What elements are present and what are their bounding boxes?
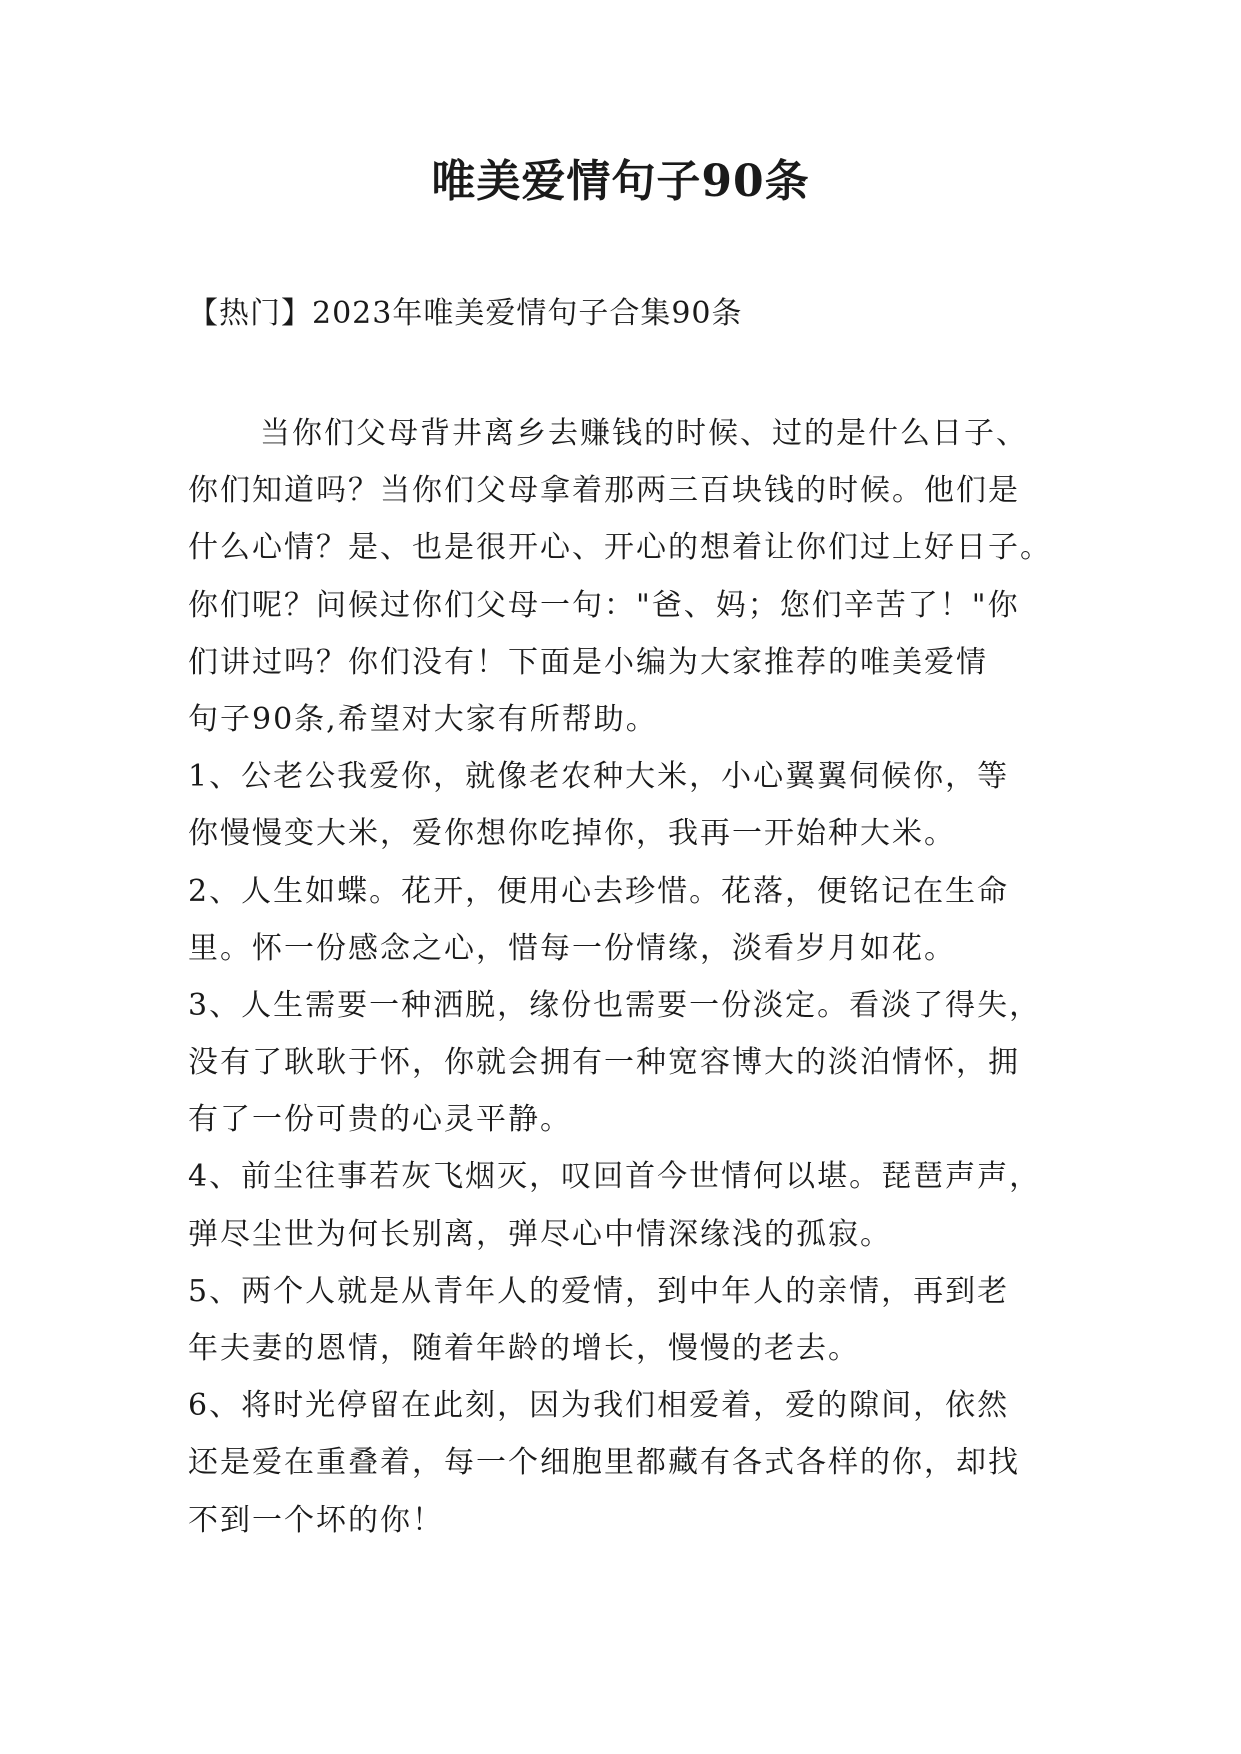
body-line: 你们呢？问候过你们父母一句："爸、妈；您们辛苦了！"你 (188, 587, 1020, 623)
list-item-line: 年夫妻的恩情，随着年龄的增长，慢慢的老去。 (188, 1331, 860, 1366)
body-line: 什么心情？是、也是很开心、开心的想着让你们过上好日子。 (188, 530, 1052, 566)
document-body (188, 405, 1068, 1549)
list-item-line: 3、人生需要一种洒脱，缘份也需要一份淡定。看淡了得失， (188, 987, 1042, 1023)
body-line: 们讲过吗？你们没有！下面是小编为大家推荐的唯美爱情 (188, 644, 988, 680)
body-line: 句子90条,希望对大家有所帮助。 (188, 701, 658, 737)
list-item-line: 还是爱在重叠着，每一个细胞里都藏有各式各样的你，却找 (188, 1445, 1020, 1481)
body-line: 你们知道吗？当你们父母拿着那两三百块钱的时候。他们是 (188, 473, 1020, 509)
document-title: 唯美爱情句子90条 (431, 156, 810, 207)
list-item-line: 里。怀一份感念之心，惜每一份情缘，淡看岁月如花。 (188, 930, 956, 966)
body-line: 当你们父母背井离乡去赚钱的时候、过的是什么日子、 (260, 416, 1028, 451)
document-subtitle: 【热门】2023年唯美爱情句子合集90条 (188, 296, 743, 331)
list-item-line: 6、将时光停留在此刻，因为我们相爱着，爱的隙间，依然 (188, 1388, 1010, 1424)
list-item-line: 不到一个坏的你！ (188, 1502, 444, 1538)
list-item-line: 4、前尘往事若灰飞烟灭，叹回首今世情何以堪。琵琶声声， (188, 1159, 1042, 1195)
list-item-line: 弹尽尘世为何长别离，弹尽心中情深缘浅的孤寂。 (188, 1216, 892, 1252)
list-item-line: 没有了耿耿于怀，你就会拥有一种宽容博大的淡泊情怀，拥 (188, 1045, 1020, 1081)
list-item-line: 1、公老公我爱你，就像老农种大米，小心翼翼伺候你，等 (188, 759, 1010, 795)
list-item-line: 5、两个人就是从青年人的爱情，到中年人的亲情，再到老 (188, 1273, 1010, 1309)
list-item-line: 你慢慢变大米，爱你想你吃掉你，我再一开始种大米。 (188, 816, 956, 852)
list-item-line: 有了一份可贵的心灵平静。 (188, 1102, 572, 1138)
list-item-line: 2、人生如蝶。花开，便用心去珍惜。花落，便铭记在生命 (188, 873, 1010, 909)
